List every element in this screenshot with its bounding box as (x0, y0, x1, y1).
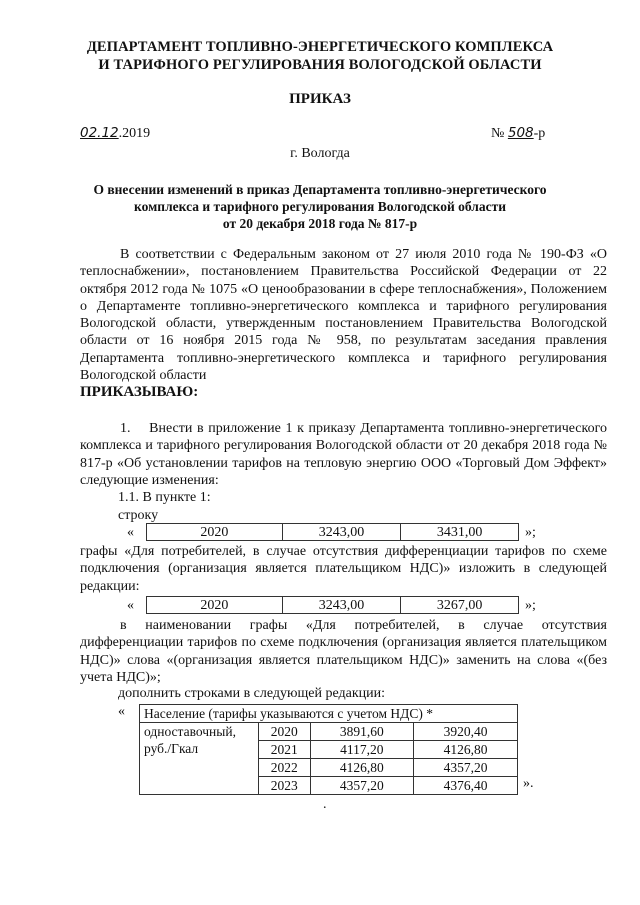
tariff-cell: 3243,00 (282, 524, 401, 541)
doc-type-title: ПРИКАЗ (289, 91, 351, 107)
population-tariff-table (139, 704, 518, 795)
year-cell: 2020 (259, 723, 310, 741)
handwritten-date: 02.12 (80, 125, 119, 141)
year-cell: 2022 (259, 759, 310, 777)
tariff-cell: 3920,40 (414, 723, 518, 741)
tariff-cell: 4126,80 (310, 759, 414, 777)
quote-open-3: « (118, 704, 125, 719)
tariff-cell: 3267,00 (401, 597, 519, 614)
table-row (140, 723, 518, 741)
number-sign: № (491, 126, 505, 141)
year-cell: 2020 (147, 524, 283, 541)
subject-line-1: О внесении изменений в приказ Департамента топливно-энергетического (93, 182, 547, 197)
item-1-1: 1.1. В пункте 1: (118, 490, 211, 505)
quote-close-1: »; (525, 525, 536, 540)
number-suffix: -р (533, 126, 546, 141)
table-row (147, 524, 519, 541)
tariff-cell: 4357,20 (310, 777, 414, 795)
tariff-cell: 4126,80 (414, 741, 518, 759)
year-cell: 2021 (259, 741, 310, 759)
preamble-paragraph: В соответствии с Федеральным законом от 27 июля 2010 года № 190-ФЗ «О теплоснабжении», постановлением Правительства Российской Федерации от 22 октября 2012 года № 1075 «О ценообразовании в сфере теплоснабжения», Положением о Департаменте топливно-энергетического комплекса и тарифного регулирования Вологодской области, утвержденным постановлением Правительства Вологодской области от 16 ноября 2015 года № 958, по результатам заседания правления Департамента топливно-энергетического комплекса и тарифного регулирования Вологодской области (80, 247, 607, 384)
tariff-cell: 4117,20 (310, 741, 414, 759)
closing-quote: ». (523, 776, 534, 791)
tariff-cell: 3243,00 (282, 597, 401, 614)
year-cell: 2020 (147, 597, 283, 614)
new-tariff-row-table (146, 596, 519, 614)
row-word: строку (118, 508, 159, 523)
date-year: .2019 (118, 126, 151, 141)
subject-line-3: от 20 декабря 2018 года № 817-р (222, 216, 418, 231)
quote-open-1: « (127, 525, 134, 540)
stray-dot: . (323, 797, 327, 812)
department-header (60, 38, 580, 74)
city: г. Вологда (290, 146, 350, 161)
order-date (80, 125, 150, 142)
tariff-cell: 3891,60 (310, 723, 414, 741)
old-tariff-row-table (146, 523, 519, 541)
year-cell: 2023 (259, 777, 310, 795)
header-line-2: И ТАРИФНОГО РЕГУЛИРОВАНИЯ ВОЛОГОДСКОЙ ОБЛАСТИ (98, 57, 542, 73)
supplement-line: дополнить строками в следующей редакции: (118, 686, 386, 701)
quote-close-2: »; (525, 598, 536, 613)
order-subject (90, 181, 550, 232)
handwritten-number: 508 (507, 125, 534, 141)
graph-rename-paragraph: в наименовании графы «Для потребителей, в случае отсутствия дифференциации тарифов по схеме подключения (организация является плательщиком НДС)» слова «(организация является плательщиком НДС)» заменить на слова «(без учета НДС)»; (80, 618, 607, 685)
tariff-cell: 4376,40 (414, 777, 518, 795)
subject-line-2: комплекса и тарифного регулирования Вологодской области (134, 199, 506, 214)
table-header: Население (тарифы указываются с учетом НДС) * (140, 705, 518, 723)
tariff-cell: 4357,20 (414, 759, 518, 777)
table-row (140, 705, 518, 723)
order-number (491, 125, 545, 142)
category-cell: одноставочный, руб./Гкал (140, 723, 259, 795)
item-1-paragraph: 1. Внести в приложение 1 к приказу Департамента топливно-энергетического комплекса и тарифного регулирования Вологодской области от 20 декабря 2018 года № 817-р «Об установлении тарифов на тепловую энергию ООО «Торговый Дом Эффект» следующие изменения: (80, 421, 607, 488)
tariff-cell: 3431,00 (401, 524, 519, 541)
table-row (147, 597, 519, 614)
order-word: ПРИКАЗЫВАЮ: (80, 384, 199, 400)
header-line-1: ДЕПАРТАМЕНТ ТОПЛИВНО-ЭНЕРГЕТИЧЕСКОГО КОМПЛЕКСА (86, 39, 554, 55)
quote-open-2: « (127, 598, 134, 613)
graph-change-paragraph: графы «Для потребителей, в случае отсутствия дифференциации тарифов по схеме подключения (организация является плательщиком НДС)» изложить в следующей редакции: (80, 544, 607, 594)
